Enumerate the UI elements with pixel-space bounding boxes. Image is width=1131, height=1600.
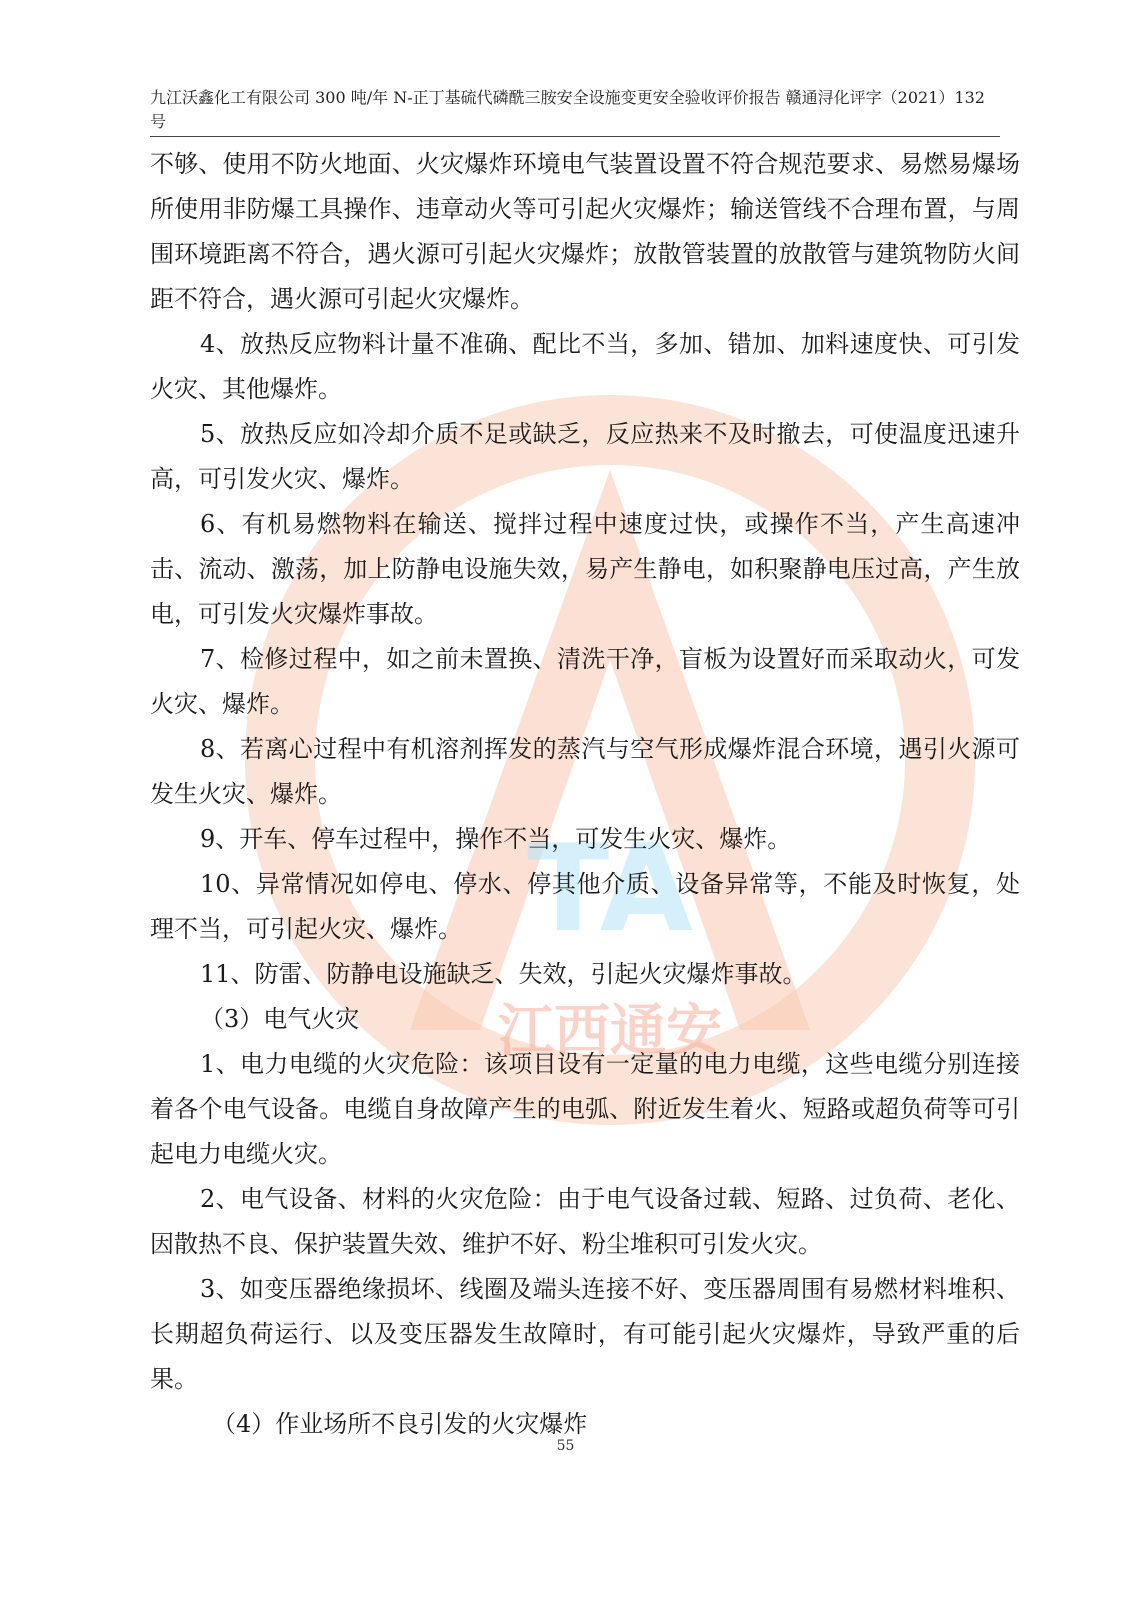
page-header: [150, 86, 1000, 137]
page-number: 55: [556, 1438, 575, 1454]
paragraph: 11、防雷、防静电设施缺乏、失效，引起火灾爆炸事故。: [200, 960, 807, 988]
paragraph: 1、电力电缆的火灾危险：该项目设有一定量的电力电缆，这些电缆分别连接着各个电气设备。电缆自身故障产生的电弧、附近发生着火、短路或超负荷等可引起电力电缆火灾。: [150, 1050, 1020, 1168]
svg-text:江西通安: 江西通安: [498, 999, 722, 1064]
paragraph: 9、开车、停车过程中，操作不当，可发生火灾、爆炸。: [200, 825, 792, 853]
section-heading: （3）电气火灾: [200, 1005, 360, 1033]
paragraph: 5、放热反应如冷却介质不足或缺乏，反应热来不及时撤去，可使温度迅速升高，可引发火灾、爆炸。: [150, 420, 1020, 493]
paragraph: 2、电气设备、材料的火灾危险：由于电气设备过载、短路、过负荷、老化、因散热不良、保护装置失效、维护不好、粉尘堆积可引发火灾。: [150, 1185, 1020, 1258]
svg-text:TA: TA: [527, 820, 693, 959]
paragraph: 10、异常情况如停电、停水、停其他介质、设备异常等，不能及时恢复，处理不当，可引起火灾、爆炸。: [150, 870, 1020, 943]
header-line-1: 九江沃鑫化工有限公司 300 吨/年 N-正丁基硫代磷酰三胺安全设施变更安全验收评价报告 赣通浔化评字（2021）132: [150, 88, 985, 107]
paragraph: 8、若离心过程中有机溶剂挥发的蒸汽与空气形成爆炸混合环境，遇引火源可发生火灾、爆炸。: [150, 735, 1020, 808]
header-line-2: 号: [150, 112, 167, 131]
paragraph: 不够、使用不防火地面、火灾爆炸环境电气装置设置不符合规范要求、易燃易爆场所使用非防爆工具操作、违章动火等可引起火灾爆炸；输送管线不合理布置，与周围环境距离不符合，遇火源可引起火灾爆炸；放散管装置的放散管与建筑物防火间距不符合，遇火源可引起火灾爆炸。: [150, 150, 1020, 313]
body-text: [150, 142, 1020, 1447]
section-heading: （4）作业场所不良引发的火灾爆炸: [212, 1410, 588, 1438]
paragraph: 3、如变压器绝缘损坏、线圈及端头连接不好、变压器周围有易燃材料堆积、长期超负荷运行、以及变压器发生故障时，有可能引起火灾爆炸，导致严重的后果。: [150, 1275, 1020, 1393]
paragraph: 7、检修过程中，如之前未置换、清洗干净，盲板为设置好而采取动火，可发火灾、爆炸。: [150, 645, 1020, 718]
paragraph: 6、有机易燃物料在输送、搅拌过程中速度过快，或操作不当，产生高速冲击、流动、激荡，加上防静电设施失效，易产生静电，如积聚静电压过高，产生放电，可引发火灾爆炸事故。: [150, 510, 1020, 628]
paragraph: 4、放热反应物料计量不准确、配比不当，多加、错加、加料速度快、可引发火灾、其他爆炸。: [150, 330, 1020, 403]
